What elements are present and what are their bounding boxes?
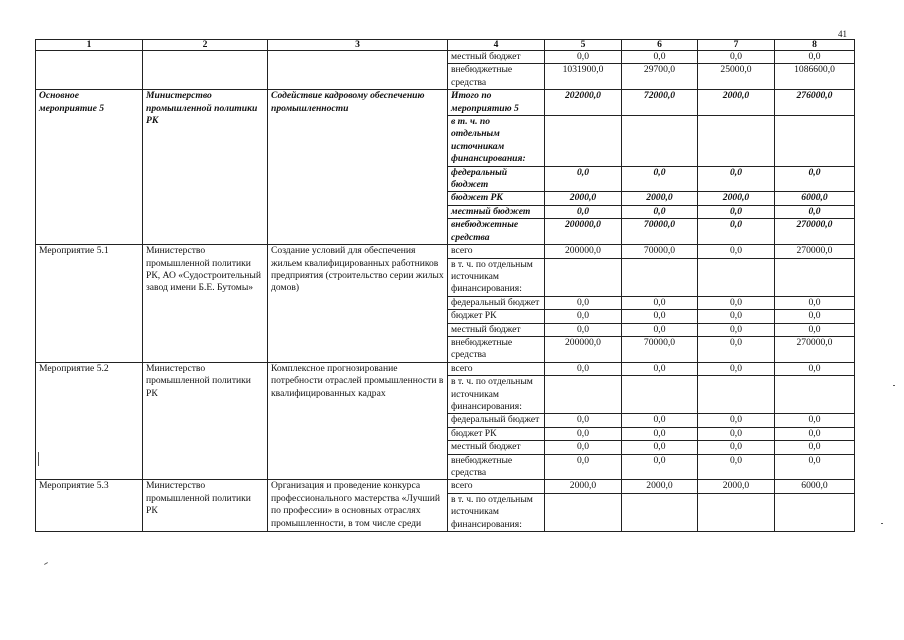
activity-name-cell: Мероприятие 5.1 bbox=[36, 245, 143, 363]
value-cell-col-8 bbox=[775, 258, 855, 296]
value-cell-col-5: 200000,0 bbox=[545, 219, 622, 245]
value-cell-col-8: 6000,0 bbox=[775, 192, 855, 205]
value-cell-col-7: 0,0 bbox=[698, 205, 775, 218]
executor-cell: Министерство промышленной политики РК bbox=[143, 480, 268, 532]
header-col-3: 3 bbox=[268, 40, 448, 51]
funding-source-label: местный бюджет bbox=[448, 323, 545, 336]
value-cell-col-5 bbox=[545, 258, 622, 296]
value-cell-col-5: 0,0 bbox=[545, 362, 622, 375]
table-row bbox=[36, 245, 855, 258]
value-cell-col-7: 25000,0 bbox=[698, 64, 775, 90]
value-cell-col-6: 0,0 bbox=[622, 414, 698, 427]
value-cell-col-6: 0,0 bbox=[622, 441, 698, 454]
page-number: 41 bbox=[838, 29, 847, 39]
funding-source-label: в т. ч. по отдельным источникам финансирования: bbox=[448, 116, 545, 167]
header-col-2: 2 bbox=[143, 40, 268, 51]
funding-source-label: местный бюджет bbox=[448, 441, 545, 454]
value-cell-col-7: 0,0 bbox=[698, 245, 775, 258]
value-cell-col-6: 0,0 bbox=[622, 362, 698, 375]
header-col-5: 5 bbox=[545, 40, 622, 51]
funding-source-label: местный бюджет bbox=[448, 51, 545, 64]
value-cell-col-8 bbox=[775, 376, 855, 414]
description-cell: Создание условий для обеспечения жильем квалифицированных работников предприятия (строительство серии жилых домов) bbox=[268, 245, 448, 363]
value-cell-col-7: 2000,0 bbox=[698, 480, 775, 493]
funding-source-label: в т. ч. по отдельным источникам финансирования: bbox=[448, 258, 545, 296]
funding-source-label: местный бюджет bbox=[448, 205, 545, 218]
funding-source-label: внебюджетные средства bbox=[448, 64, 545, 90]
value-cell-col-8: 0,0 bbox=[775, 310, 855, 323]
value-cell-col-7: 0,0 bbox=[698, 296, 775, 309]
funding-source-label: внебюджетные средства bbox=[448, 219, 545, 245]
value-cell-col-8: 276000,0 bbox=[775, 90, 855, 116]
value-cell-col-7: 0,0 bbox=[698, 441, 775, 454]
value-cell-col-7: 0,0 bbox=[698, 166, 775, 192]
value-cell-col-5: 1031900,0 bbox=[545, 64, 622, 90]
header-col-8: 8 bbox=[775, 40, 855, 51]
value-cell-col-5: 0,0 bbox=[545, 296, 622, 309]
value-cell-col-8: 0,0 bbox=[775, 414, 855, 427]
value-cell-col-8: 0,0 bbox=[775, 427, 855, 440]
value-cell-col-8: 6000,0 bbox=[775, 480, 855, 493]
value-cell-col-8: 0,0 bbox=[775, 51, 855, 64]
funding-source-label: бюджет РК bbox=[448, 310, 545, 323]
value-cell-col-7 bbox=[698, 258, 775, 296]
activity-name-cell: Мероприятие 5.2 bbox=[36, 362, 143, 480]
table-row bbox=[36, 480, 855, 493]
executor-cell: Министерство промышленной политики РК, АО «Судостроительный завод имени Б.Е. Бутомы» bbox=[143, 245, 268, 363]
description-cell: Организация и проведение конкурса профессионального мастерства «Лучший по профессии» в основных отраслях промышленности, в том числе среди bbox=[268, 480, 448, 532]
budget-table-wrapper bbox=[35, 39, 854, 532]
value-cell-col-5: 202000,0 bbox=[545, 90, 622, 116]
scan-speck bbox=[893, 385, 895, 386]
scan-speck bbox=[881, 523, 883, 524]
value-cell-col-7: 2000,0 bbox=[698, 192, 775, 205]
header-row bbox=[36, 40, 855, 51]
value-cell-col-6: 0,0 bbox=[622, 427, 698, 440]
value-cell-col-7: 0,0 bbox=[698, 414, 775, 427]
description-cell: Содействие кадровому обеспечению промышленности bbox=[268, 90, 448, 245]
value-cell-col-8: 0,0 bbox=[775, 166, 855, 192]
value-cell-col-6: 70000,0 bbox=[622, 336, 698, 362]
value-cell-col-7: 0,0 bbox=[698, 427, 775, 440]
executor-cell: Министерство промышленной политики РК bbox=[143, 90, 268, 245]
scan-speck bbox=[44, 562, 48, 565]
table-row bbox=[36, 362, 855, 375]
value-cell-col-6: 70000,0 bbox=[622, 245, 698, 258]
value-cell-col-6: 0,0 bbox=[622, 205, 698, 218]
value-cell-col-5: 0,0 bbox=[545, 427, 622, 440]
funding-source-label: федеральный бюджет bbox=[448, 166, 545, 192]
value-cell-col-6: 0,0 bbox=[622, 296, 698, 309]
funding-source-label: федеральный бюджет bbox=[448, 296, 545, 309]
value-cell-col-5: 0,0 bbox=[545, 441, 622, 454]
value-cell-col-7 bbox=[698, 116, 775, 167]
value-cell-col-8 bbox=[775, 116, 855, 167]
value-cell-col-7: 0,0 bbox=[698, 362, 775, 375]
funding-source-label: Итого по мероприятию 5 bbox=[448, 90, 545, 116]
value-cell-col-7: 0,0 bbox=[698, 219, 775, 245]
value-cell-col-5 bbox=[545, 116, 622, 167]
value-cell-col-8 bbox=[775, 493, 855, 531]
value-cell-col-6: 0,0 bbox=[622, 166, 698, 192]
value-cell-col-5: 2000,0 bbox=[545, 192, 622, 205]
value-cell-col-6: 70000,0 bbox=[622, 219, 698, 245]
value-cell-col-8: 0,0 bbox=[775, 205, 855, 218]
value-cell-col-7: 0,0 bbox=[698, 323, 775, 336]
value-cell-col-7 bbox=[698, 493, 775, 531]
value-cell-col-5: 0,0 bbox=[545, 166, 622, 192]
value-cell-col-6: 0,0 bbox=[622, 454, 698, 480]
funding-source-label: всего bbox=[448, 245, 545, 258]
activity-name-cell: Мероприятие 5.3 bbox=[36, 480, 143, 532]
value-cell-col-6 bbox=[622, 493, 698, 531]
funding-source-label: в т. ч. по отдельным источникам финансирования: bbox=[448, 376, 545, 414]
value-cell-col-7: 2000,0 bbox=[698, 90, 775, 116]
value-cell-col-6 bbox=[622, 376, 698, 414]
value-cell-col-6 bbox=[622, 258, 698, 296]
header-col-4: 4 bbox=[448, 40, 545, 51]
value-cell-col-6: 0,0 bbox=[622, 51, 698, 64]
description-cell bbox=[268, 51, 448, 90]
funding-source-label: в т. ч. по отдельным источникам финансирования: bbox=[448, 493, 545, 531]
header-col-7: 7 bbox=[698, 40, 775, 51]
budget-table bbox=[35, 39, 855, 532]
value-cell-col-7: 0,0 bbox=[698, 310, 775, 323]
table-body bbox=[36, 51, 855, 532]
value-cell-col-5: 200000,0 bbox=[545, 245, 622, 258]
value-cell-col-7: 0,0 bbox=[698, 336, 775, 362]
value-cell-col-8: 270000,0 bbox=[775, 245, 855, 258]
value-cell-col-6: 0,0 bbox=[622, 310, 698, 323]
value-cell-col-5 bbox=[545, 376, 622, 414]
activity-name-cell bbox=[36, 51, 143, 90]
value-cell-col-6: 29700,0 bbox=[622, 64, 698, 90]
value-cell-col-8: 0,0 bbox=[775, 323, 855, 336]
value-cell-col-5: 200000,0 bbox=[545, 336, 622, 362]
value-cell-col-8: 0,0 bbox=[775, 362, 855, 375]
value-cell-col-5: 0,0 bbox=[545, 454, 622, 480]
value-cell-col-8: 1086600,0 bbox=[775, 64, 855, 90]
value-cell-col-8: 270000,0 bbox=[775, 219, 855, 245]
value-cell-col-5: 0,0 bbox=[545, 51, 622, 64]
table-row bbox=[36, 90, 855, 116]
value-cell-col-5: 0,0 bbox=[545, 310, 622, 323]
funding-source-label: внебюджетные средства bbox=[448, 336, 545, 362]
value-cell-col-6: 2000,0 bbox=[622, 192, 698, 205]
value-cell-col-7: 0,0 bbox=[698, 51, 775, 64]
value-cell-col-6: 2000,0 bbox=[622, 480, 698, 493]
value-cell-col-7: 0,0 bbox=[698, 454, 775, 480]
funding-source-label: всего bbox=[448, 480, 545, 493]
header-col-1: 1 bbox=[36, 40, 143, 51]
value-cell-col-5: 0,0 bbox=[545, 414, 622, 427]
value-cell-col-6: 72000,0 bbox=[622, 90, 698, 116]
value-cell-col-8: 270000,0 bbox=[775, 336, 855, 362]
funding-source-label: бюджет РК bbox=[448, 427, 545, 440]
funding-source-label: внебюджетные средства bbox=[448, 454, 545, 480]
value-cell-col-5 bbox=[545, 493, 622, 531]
description-cell: Комплексное прогнозирование потребности отраслей промышленности в квалифицированных кадрах bbox=[268, 362, 448, 480]
value-cell-col-6 bbox=[622, 116, 698, 167]
value-cell-col-8: 0,0 bbox=[775, 296, 855, 309]
funding-source-label: всего bbox=[448, 362, 545, 375]
executor-cell bbox=[143, 51, 268, 90]
activity-name-cell: Основное мероприятие 5 bbox=[36, 90, 143, 245]
funding-source-label: бюджет РК bbox=[448, 192, 545, 205]
value-cell-col-6: 0,0 bbox=[622, 323, 698, 336]
funding-source-label: федеральный бюджет bbox=[448, 414, 545, 427]
scan-speck bbox=[38, 452, 39, 466]
table-row bbox=[36, 51, 855, 64]
value-cell-col-5: 0,0 bbox=[545, 323, 622, 336]
value-cell-col-5: 0,0 bbox=[545, 205, 622, 218]
value-cell-col-5: 2000,0 bbox=[545, 480, 622, 493]
value-cell-col-8: 0,0 bbox=[775, 454, 855, 480]
executor-cell: Министерство промышленной политики РК bbox=[143, 362, 268, 480]
value-cell-col-7 bbox=[698, 376, 775, 414]
value-cell-col-8: 0,0 bbox=[775, 441, 855, 454]
header-col-6: 6 bbox=[622, 40, 698, 51]
